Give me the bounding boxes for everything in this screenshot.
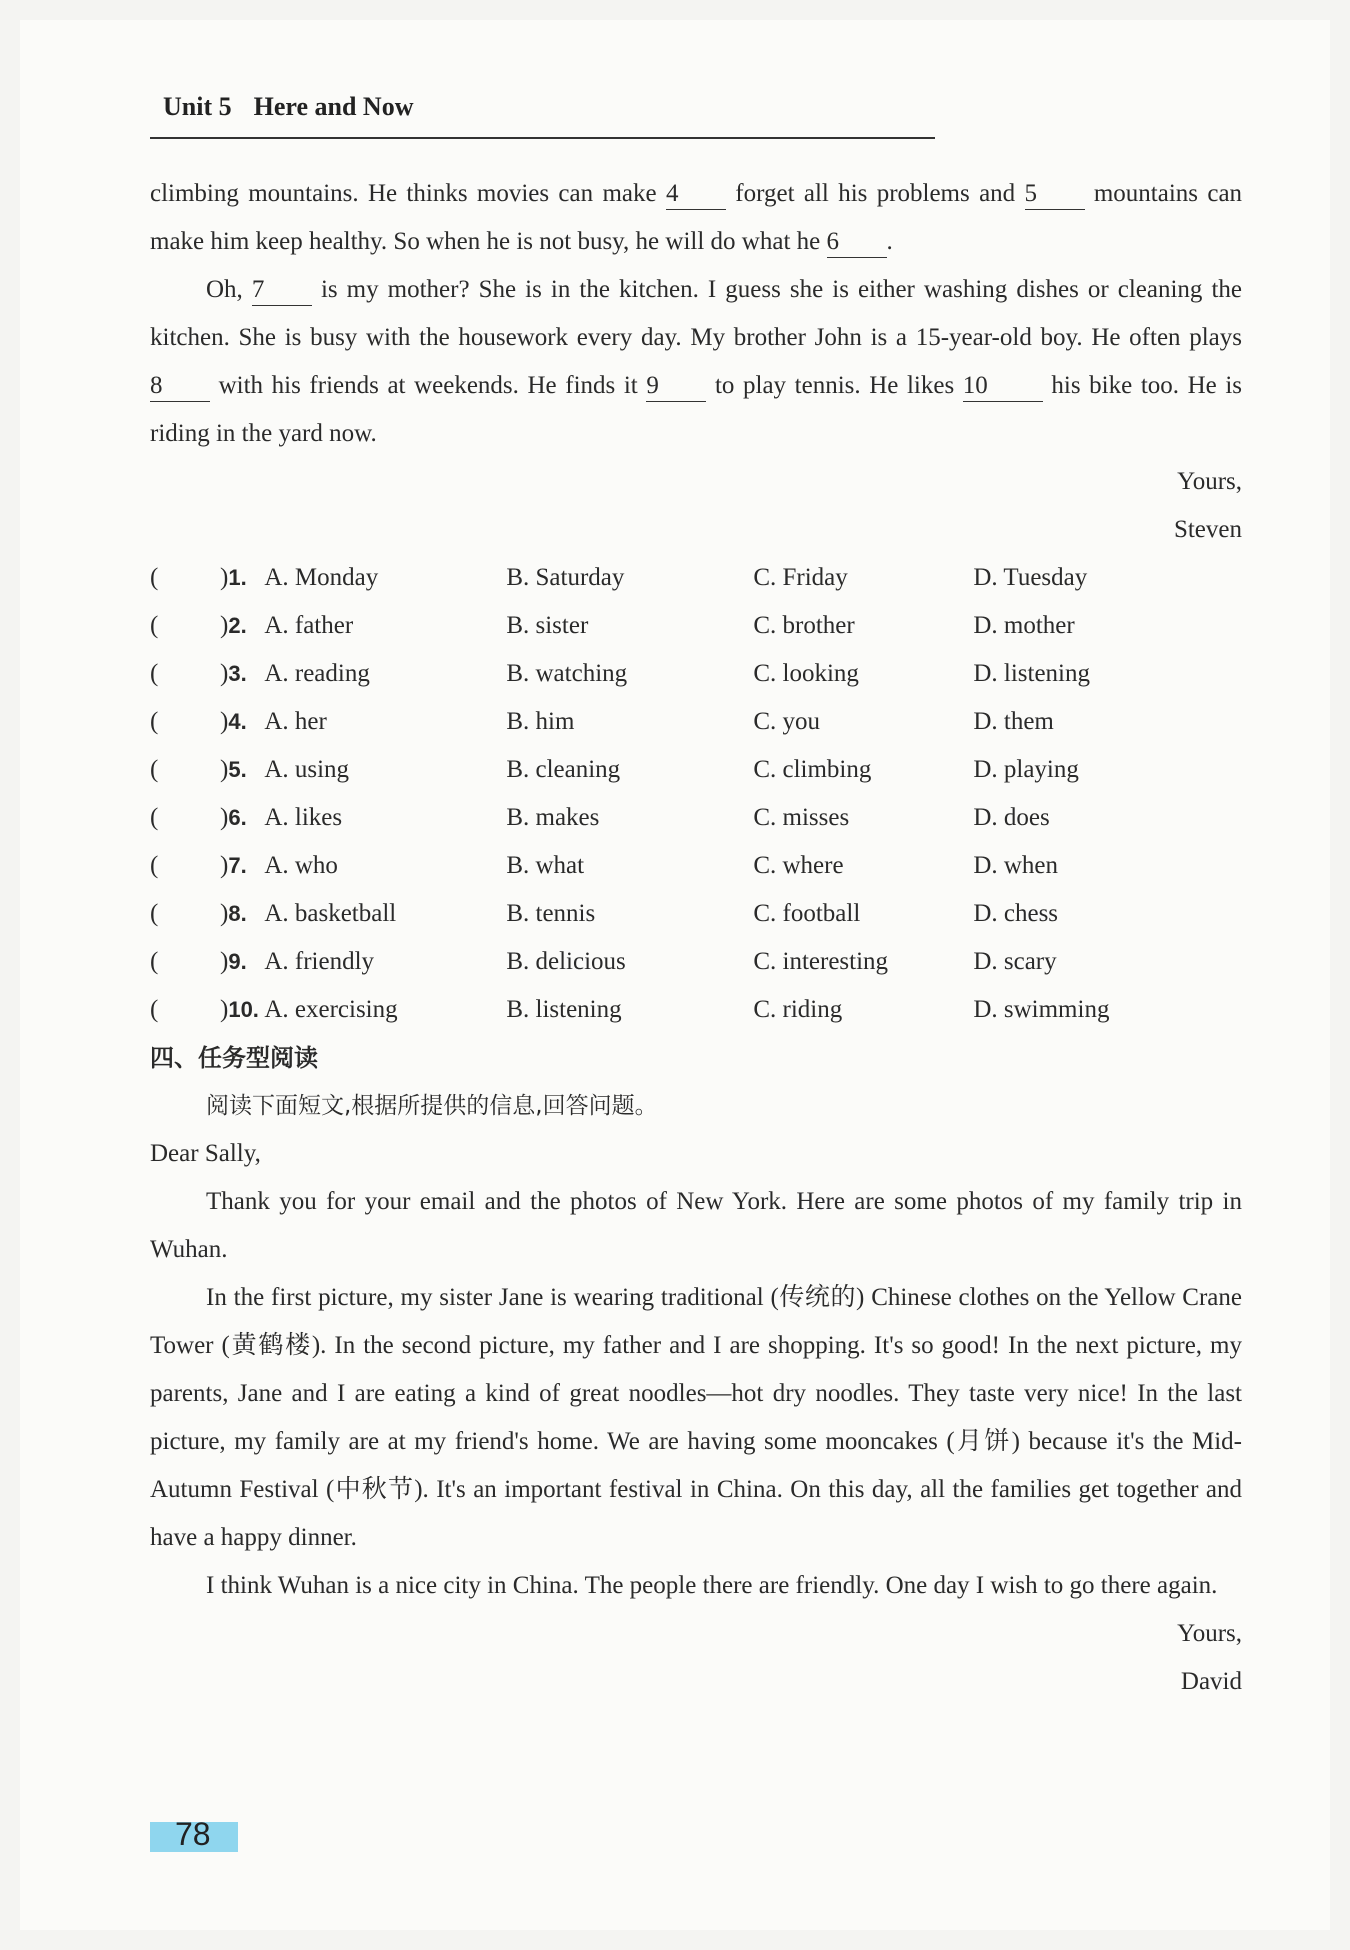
text-run: climbing mountains. He thinks movies can make xyxy=(150,180,657,207)
letter2-signature: David xyxy=(1180,1668,1242,1695)
question-number: 2. xyxy=(228,613,247,638)
option-c: C. brother xyxy=(753,612,855,639)
option-d: D. Tuesday xyxy=(973,564,1088,591)
text-run: Oh, xyxy=(206,276,243,303)
letter-closing: Yours, xyxy=(1177,468,1242,495)
option-b: B. sister xyxy=(506,612,589,639)
question-number: 7. xyxy=(228,853,247,878)
answer-paren: ( xyxy=(150,564,159,591)
question-row: ( ) 2. A. father B. sister C. brother D. mother xyxy=(150,602,1242,650)
question-row: ( ) 1. A. Monday B. Saturday C. Friday D. Tuesday xyxy=(150,554,1242,602)
option-a: A. exercising xyxy=(264,996,398,1023)
blank-8: 8 xyxy=(150,371,210,402)
option-b: B. delicious xyxy=(506,948,626,975)
option-b: B. makes xyxy=(506,804,600,831)
option-b: B. tennis xyxy=(506,900,596,927)
option-c: C. interesting xyxy=(753,948,889,975)
answer-paren: ( xyxy=(150,612,159,639)
question-row: ( ) 3. A. reading B. watching C. looking D. listening xyxy=(150,650,1242,698)
blank-5: 5 xyxy=(1025,179,1085,210)
question-number: 9. xyxy=(228,949,247,974)
text-run: mountains can make him keep healthy. So when he is not busy, he will do what he xyxy=(150,180,1243,255)
option-b: B. what xyxy=(506,852,585,879)
option-d: D. playing xyxy=(973,756,1079,783)
unit-title: Here and Now xyxy=(253,92,414,121)
text-run: with his friends at weekends. He finds it xyxy=(218,372,638,399)
option-b: B. cleaning xyxy=(506,756,621,783)
answer-paren: ( xyxy=(150,804,159,831)
option-a: A. likes xyxy=(264,804,343,831)
letter-signature: Steven xyxy=(1173,516,1242,543)
answer-paren: ( xyxy=(150,948,159,975)
option-b: B. watching xyxy=(506,660,628,687)
option-c: C. you xyxy=(753,708,821,735)
blank-6: 6 xyxy=(827,227,887,258)
question-list xyxy=(150,554,1242,1034)
question-number: 8. xyxy=(228,901,247,926)
answer-paren: ( xyxy=(150,852,159,879)
option-a: A. reading xyxy=(264,660,370,687)
question-row: ( ) 4. A. her B. him C. you D. them xyxy=(150,698,1242,746)
option-b: B. him xyxy=(506,708,575,735)
answer-paren: ( xyxy=(150,708,159,735)
page-content xyxy=(150,170,1242,1706)
option-c: C. football xyxy=(753,900,861,927)
option-c: C. riding xyxy=(753,996,843,1023)
blank-7: 7 xyxy=(252,275,312,306)
question-row: ( ) 7. A. who B. what C. where D. when xyxy=(150,842,1242,890)
blank-4: 4 xyxy=(666,179,726,210)
text-run: is my mother? She is in the kitchen. I guess she is either washing dishes or cleaning the kitchen. She is busy with the housework every day. My brother John is a 15-year-old boy. He often plays xyxy=(150,276,1243,351)
blank-10: 10 xyxy=(963,371,1043,402)
blank-9: 9 xyxy=(646,371,706,402)
option-c: C. misses xyxy=(753,804,850,831)
page-number-badge xyxy=(150,1816,238,1852)
option-c: C. where xyxy=(753,852,844,879)
question-row: ( ) 9. A. friendly B. delicious C. interesting D. scary xyxy=(150,938,1242,986)
option-a: A. father xyxy=(264,612,354,639)
section-title: 四、任务型阅读 xyxy=(150,1044,318,1072)
letter2-paragraph-1: Thank you for your email and the photos of New York. Here are some photos of my family trip in Wuhan. xyxy=(150,1188,1242,1263)
letter-paragraph-1 xyxy=(150,170,1242,266)
option-d: D. when xyxy=(973,852,1059,879)
option-a: A. friendly xyxy=(264,948,375,975)
option-a: A. Monday xyxy=(264,564,379,591)
question-number: 6. xyxy=(228,805,247,830)
question-row: ( ) 6. A. likes B. makes C. misses D. does xyxy=(150,794,1242,842)
question-row: ( ) 5. A. using B. cleaning C. climbing D. playing xyxy=(150,746,1242,794)
letter-paragraph-2 xyxy=(150,266,1242,458)
question-row: ( ) 8. A. basketball B. tennis C. football D. chess xyxy=(150,890,1242,938)
question-row: ( ) 10. A. exercising B. listening C. riding D. swimming xyxy=(150,986,1242,1034)
option-d: D. chess xyxy=(973,900,1059,927)
question-number: 4. xyxy=(228,709,247,734)
unit-label: Unit 5 xyxy=(163,92,232,121)
letter2-salutation: Dear Sally, xyxy=(150,1140,261,1167)
option-a: A. who xyxy=(264,852,338,879)
letter2-paragraph-2: In the first picture, my sister Jane is wearing traditional (传统的) Chinese clothes on the Yellow Crane Tower (黄鹤楼). In the second picture, my father and I are shopping. It's so good! In the next picture, my parents, Jane and I are eating a kind of great noodles—hot dry noodles. They taste very nice! In the last picture, my family are at my friend's home. We are having some mooncakes (月饼) because it's the Mid-Autumn Festival (中秋节). It's an important festival in China. On this day, all the families get together and have a happy dinner. xyxy=(150,1284,1242,1551)
text-run: . xyxy=(886,228,893,255)
question-number: 3. xyxy=(228,661,247,686)
option-d: D. does xyxy=(973,804,1050,831)
section-instruction: 阅读下面短文,根据所提供的信息,回答问题。 xyxy=(206,1093,658,1119)
option-c: C. climbing xyxy=(753,756,872,783)
option-d: D. them xyxy=(973,708,1054,735)
text-run: forget all his problems and xyxy=(735,180,1016,207)
option-b: B. Saturday xyxy=(506,564,625,591)
header-divider xyxy=(150,137,935,139)
option-c: C. looking xyxy=(753,660,859,687)
answer-paren: ( xyxy=(150,900,159,927)
option-d: D. scary xyxy=(973,948,1057,975)
letter2-paragraph-3: I think Wuhan is a nice city in China. The people there are friendly. One day I wish to go there again. xyxy=(206,1572,1218,1599)
option-d: D. swimming xyxy=(973,996,1110,1023)
text-run: his bike too. He is riding in the yard now. xyxy=(150,372,1243,447)
option-a: A. using xyxy=(264,756,350,783)
option-d: D. listening xyxy=(973,660,1090,687)
option-c: C. Friday xyxy=(753,564,848,591)
answer-paren: ( xyxy=(150,996,159,1023)
option-a: A. her xyxy=(264,708,327,735)
letter2-closing: Yours, xyxy=(1177,1620,1242,1647)
page-header xyxy=(163,92,413,122)
question-number: 5. xyxy=(228,757,247,782)
option-d: D. mother xyxy=(973,612,1075,639)
option-b: B. listening xyxy=(506,996,622,1023)
page-number: 78 xyxy=(175,1816,211,1852)
answer-paren: ( xyxy=(150,756,159,783)
question-number: 1. xyxy=(228,565,247,590)
answer-paren: ( xyxy=(150,660,159,687)
text-run: to play tennis. He likes xyxy=(714,372,955,399)
question-number: 10. xyxy=(228,997,259,1022)
option-a: A. basketball xyxy=(264,900,397,927)
